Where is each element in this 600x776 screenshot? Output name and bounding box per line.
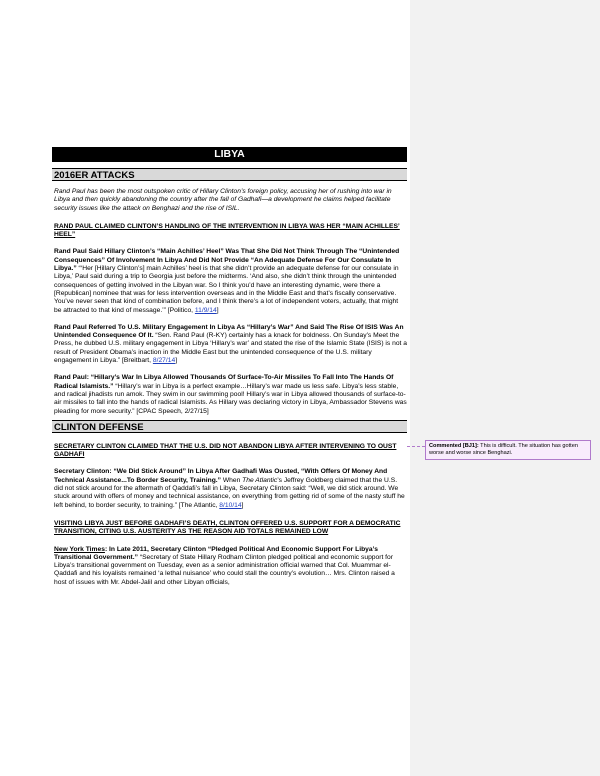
para-text: “Sen. Rand Paul (R-KY) certainly has a knack for boldness. On Sunday’s Meet the Press, he dubbed U.S. military engagement in Libya ‘Hillary’s war’ and stated the rise of the Islamic State (ISIS) is not a result of President Obama’s inaction in the Middle East but the unintended consequence of the U.S. military engagement in Libya.” [Breitbart, (54, 332, 407, 365)
paragraph-stick-around (52, 468, 407, 509)
para-text: “Secretary of State Hillary Rodham Clinton pledged political and economic support for Libya’s transitional government on Tuesday, even as a senior administration official warned that Col. Muammar el-Qaddafi and his loyalists remained ‘a lethal nuisance’ who could stall the country’s evolution… Mrs. Clinton raised a host of issues with Mr. Abdel-Jalil and other Libyan officials, (54, 553, 395, 586)
comment-connector (407, 446, 425, 447)
para-lead: Rand Paul Referred To U.S. Military Engagement In Libya As “Hillary’s War” And Said The Rise Of ISIS Was An Unintended Consequence Of It. (54, 323, 404, 340)
para-lead: Rand Paul Said Hillary Clinton’s “Main Achilles’ Heel” Was That She Did Not Think Through The “Unintended Consequences” Of Involvement In Libya And Did Not Provide “An Adequate Defense For Our Consulate In Libya.” (54, 248, 400, 273)
document-content (52, 147, 407, 587)
para-text: “‘Her [Hillary Clinton’s] main Achilles’ heel is that she didn’t provide an adequate defense for our consulate in Libya,’ Paul said during a trip to Georgia just before the midterms. ‘And also, she didn’t think through the unintended consequences of getting involved in the Libyan war. So I think you’d have an interesting dynamic, were there a [Republican] nominee that was for less intervention overseas and in the Middle East and that’s fiscally conservative. You’ve never seen that kind of combination before, and I think there’s a lot of independent voters, actually, that might be attracted to that kind of message.’” [Politico, (54, 265, 399, 314)
para-lead: Rand Paul: “Hillary’s War In Libya Allowed Thousands Of Surface-To-Air Missiles To Fall Into The Hands Of Radical Islamists.” (54, 374, 394, 390)
paragraph-missiles (52, 374, 407, 415)
comment-label: Commented [BJ1]: (429, 443, 479, 449)
section-header-attacks: 2016ER ATTACKS (52, 168, 407, 181)
subhead-visiting-libya: VISITING LIBYA JUST BEFORE GADHAFI’S DEATH, CLINTON OFFERED U.S. SUPPORT FOR A DEMOCRATIC TRANSITION, CITING U.S. AUSTERITY AS THE REASON AID TOTALS REMAINED LOW (54, 519, 401, 536)
document-title: LIBYA (52, 147, 407, 162)
para-text: When (220, 476, 243, 484)
intro-paragraph: Rand Paul has been the most outspoken critic of Hillary Clinton’s foreign policy, accusing her of rushing into war in Libya and then quickly abandoning the country after the fall of Gadhafi—a development he claims helped facilitate security issues like the attack on Benghazi and the rise of ISIL. (54, 188, 392, 212)
source-name: New York Times (54, 545, 105, 553)
para-lead: : In Late 2011, Secretary Clinton “Pledged Political And Economic Support For Libya’s Transitional Government.” (54, 545, 378, 561)
para-end: ] (216, 306, 219, 314)
comment-text: This is difficult. The situation has gotten worse and worse since Benghazi. (429, 443, 578, 456)
para-text: “Hillary’s war in Libya is a perfect example…Hillary’s war made us less safe. Libya’s less stable, and radical jihadists run amok. They swim in our swimming pool! Hillary’s war in Libya allowed thousands of surface-to-air missiles to fall into the hands of radical Islamists. As Hillary was declaring victory in Libya, Ambassador Stevens was pleading for more security.” [CPAC Speech, 2/27/15] (54, 382, 407, 415)
subhead-did-not-abandon: SECRETARY CLINTON CLAIMED THAT THE U.S. DID NOT ABANDON LIBYA AFTER INTERVENING TO OUST GADHAFI (54, 442, 397, 459)
publication-name: The Atlantic (242, 476, 278, 484)
para-lead: Secretary Clinton: “We Did Stick Around” In Libya After Gadhafi Was Ousted, “With Offers Of Money And Technical Assistance...To Border Security, Training.” (54, 468, 388, 484)
para-text: ’s Jeffrey Goldberg claimed that the U.S. did not stick around for the aftermath of Qaddafi’s fall in Libya, Secretary Clinton said: “Well, we did stick around. We stuck around with offers of money and technical assistance, on everything from getting rid of some of the nasty stuff he left behind, to border security, to training.” [The Atlantic, (54, 476, 405, 509)
paragraph-achilles-heel (52, 248, 407, 314)
comment-balloon[interactable] (425, 440, 591, 460)
comment-pane (410, 0, 600, 776)
source-link-atlantic[interactable]: 8/10/14 (219, 501, 242, 509)
para-end: ] (175, 357, 178, 365)
source-link-politico[interactable]: 11/9/14 (194, 306, 217, 314)
paragraph-nyt (52, 546, 407, 587)
subhead-achilles-heel: RAND PAUL CLAIMED CLINTON’S HANDLING OF THE INTERVENTION IN LIBYA WAS HER “MAIN ACHILLES’ HEEL” (54, 222, 400, 239)
source-link-breitbart[interactable]: 8/27/14 (152, 357, 176, 365)
paragraph-hillarys-war (52, 324, 407, 365)
para-end: ] (241, 501, 244, 509)
section-header-defense: CLINTON DEFENSE (52, 420, 407, 433)
